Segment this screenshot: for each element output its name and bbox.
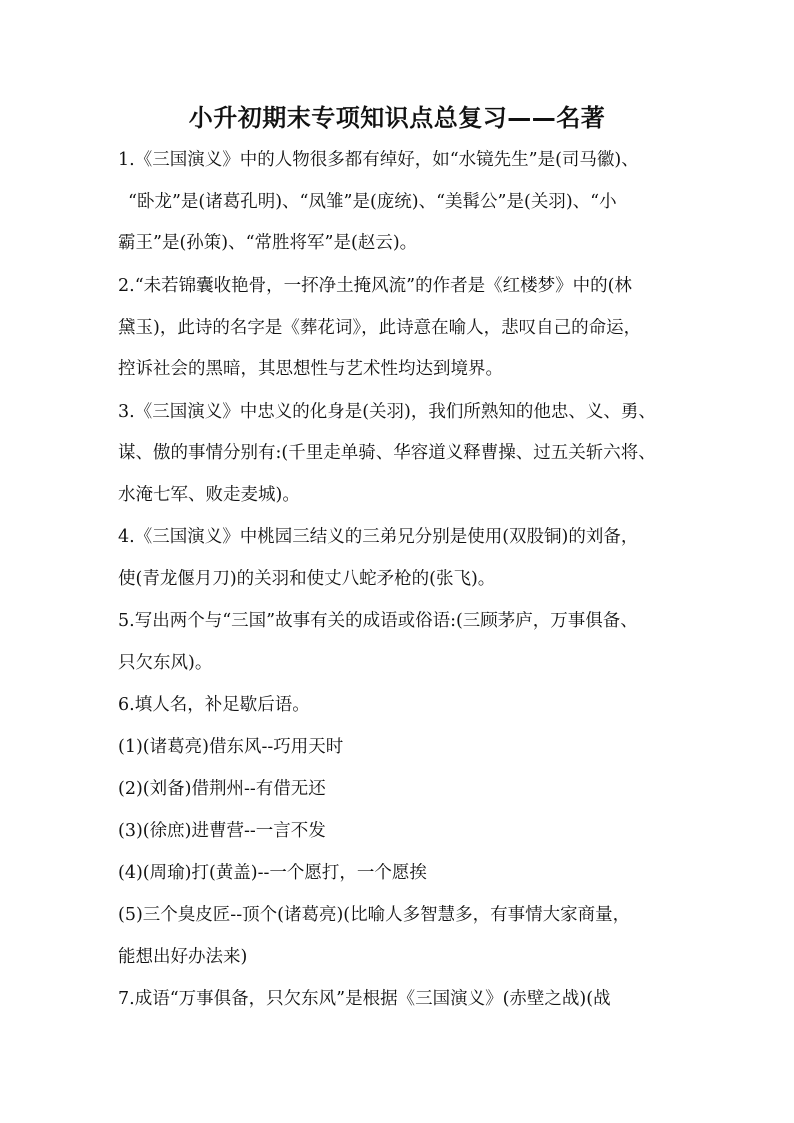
text-line: 水淹七军、败走麦城)。 (118, 485, 300, 505)
text-line: 能想出好办法来) (118, 947, 248, 967)
text-line: 3.《三国演义》中忠义的化身是(关羽)，我们所熟知的他忠、义、勇、 (118, 402, 656, 422)
text-line: 6.填人名，补足歇后语。 (118, 695, 310, 715)
text-line: (5)三个臭皮匠--顶个(诸葛亮)(比喻人多智慧多，有事情大家商量， (118, 905, 631, 925)
text-line: (2)(刘备)借荆州--有借无还 (118, 779, 326, 799)
text-line: (1)(诸葛亮)借东风--巧用天时 (118, 737, 344, 757)
text-line: “卧龙”是(诸葛孔明)、“凤雏”是(庞统)、“美髯公”是(关羽)、“小 (128, 192, 617, 212)
text-line: 黛玉)，此诗的名字是《葬花词》，此诗意在喻人，悲叹自己的命运， (118, 318, 642, 338)
text-line: 谋、傲的事情分别有:(千里走单骑、华容道义释曹操、过五关斩六将、 (118, 443, 656, 463)
text-line: 控诉社会的黑暗，其思想性与艺术性均达到境界。 (118, 359, 503, 379)
text-line: 2.“未若锦囊收艳骨，一抔净土掩风流”的作者是《红楼梦》中的(林 (118, 276, 632, 296)
text-line: (3)(徐庶)进曹营--一言不发 (118, 821, 326, 841)
text-line: 7.成语“万事俱备，只欠东风”是根据《三国演义》(赤壁之战)(战 (118, 989, 611, 1009)
text-line: 霸王”是(孙策)、“常胜将军”是(赵云)。 (118, 233, 418, 253)
text-line: 5.写出两个与“三国”故事有关的成语或俗语:(三顾茅庐，万事俱备、 (118, 611, 638, 631)
text-line: 只欠东风)。 (118, 653, 213, 673)
page-title: 小升初期末专项知识点总复习——名著 (188, 104, 606, 132)
text-line: 1.《三国演义》中的人物很多都有绰好，如“水镜先生”是(司马徽)、 (118, 150, 639, 170)
text-line: 使(青龙偃月刀)的关羽和使丈八蛇矛枪的(张飞)。 (118, 569, 496, 589)
text-line: (4)(周瑜)打(黄盖)--一个愿打，一个愿挨 (118, 863, 427, 883)
text-line: 4.《三国演义》中桃园三结义的三弟兄分别是使用(双股铜)的刘备， (118, 527, 639, 547)
